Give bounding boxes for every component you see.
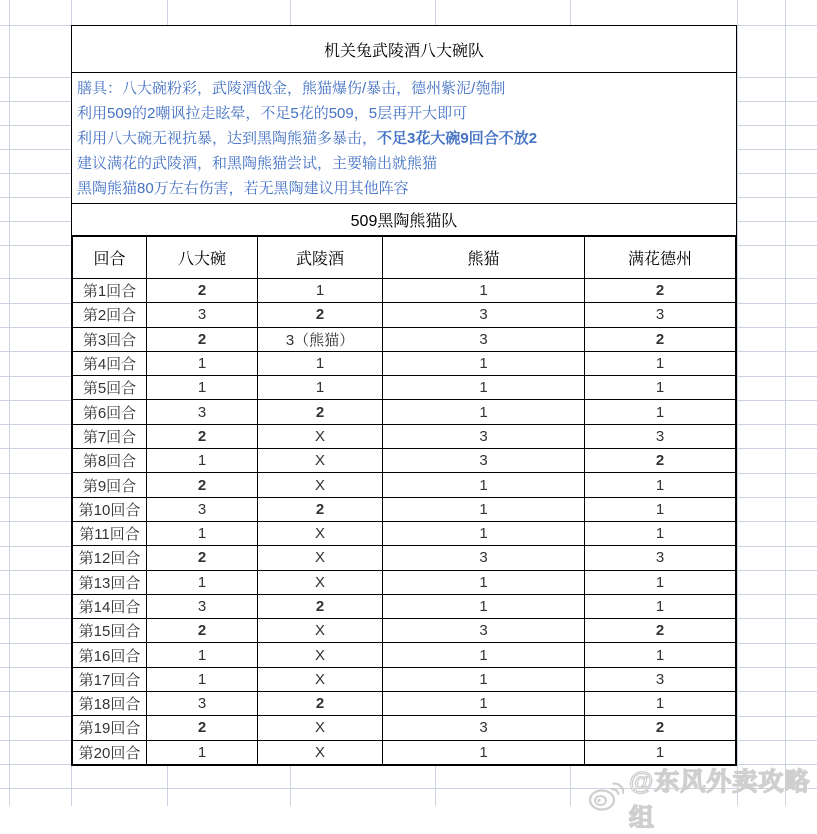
value-cell[interactable]: X xyxy=(258,716,383,740)
value-cell[interactable]: 1 xyxy=(585,376,736,400)
column-header-2[interactable]: 武陵酒 xyxy=(258,237,383,279)
note-line[interactable]: 膳具：八大碗粉彩，武陵酒戗金，熊猫爆伤/暴击，德州紫泥/匏制 xyxy=(77,80,506,97)
value-cell[interactable]: 2 xyxy=(585,449,736,473)
table-row xyxy=(73,279,736,303)
value-cell[interactable]: 1 xyxy=(585,594,736,618)
value-cell[interactable]: 1 xyxy=(585,570,736,594)
value-cell[interactable]: 2 xyxy=(258,594,383,618)
value-cell[interactable]: 1 xyxy=(383,692,585,716)
value-cell[interactable]: 3 xyxy=(585,303,736,327)
value-cell[interactable]: 2 xyxy=(147,716,258,740)
value-cell[interactable]: 1 xyxy=(585,740,736,764)
rounds-table xyxy=(72,236,736,765)
value-cell[interactable]: 2 xyxy=(147,546,258,570)
table-row xyxy=(73,376,736,400)
watermark xyxy=(588,762,817,834)
column-header-4[interactable]: 满花德州 xyxy=(585,237,736,279)
sheet-content xyxy=(71,25,737,766)
value-cell[interactable]: 1 xyxy=(383,376,585,400)
row-label-cell[interactable]: 第6回合 xyxy=(73,400,147,424)
row-label-cell[interactable]: 第19回合 xyxy=(73,716,147,740)
table-header-row xyxy=(73,237,736,279)
value-cell[interactable]: 2 xyxy=(585,279,736,303)
value-cell[interactable]: 3 xyxy=(383,716,585,740)
value-cell[interactable]: 2 xyxy=(258,692,383,716)
row-label-cell[interactable]: 第3回合 xyxy=(73,327,147,351)
value-cell[interactable]: X xyxy=(258,619,383,643)
value-cell[interactable]: 3 xyxy=(383,424,585,448)
table-body xyxy=(73,279,736,765)
value-cell[interactable]: 1 xyxy=(585,521,736,545)
value-cell[interactable]: 1 xyxy=(383,351,585,375)
row-label-cell[interactable]: 第1回合 xyxy=(73,279,147,303)
value-cell[interactable]: 3 xyxy=(585,424,736,448)
value-cell[interactable]: 1 xyxy=(258,279,383,303)
value-cell[interactable]: X xyxy=(258,473,383,497)
value-cell[interactable]: 1 xyxy=(258,351,383,375)
value-cell[interactable]: 3 xyxy=(383,546,585,570)
table-row xyxy=(73,546,736,570)
value-cell[interactable]: 3 xyxy=(147,400,258,424)
value-cell[interactable]: X xyxy=(258,643,383,667)
value-cell[interactable]: 3（熊猫） xyxy=(258,327,383,351)
value-cell[interactable]: 1 xyxy=(585,473,736,497)
row-label-cell[interactable]: 第20回合 xyxy=(73,740,147,764)
watermark-handle: @东风外卖攻略组 xyxy=(629,768,811,832)
value-cell[interactable]: 2 xyxy=(147,473,258,497)
value-cell[interactable]: 1 xyxy=(383,497,585,521)
value-cell[interactable]: 3 xyxy=(147,497,258,521)
value-cell[interactable]: 1 xyxy=(147,643,258,667)
value-cell[interactable]: 3 xyxy=(383,327,585,351)
row-label-cell[interactable]: 第15回合 xyxy=(73,619,147,643)
value-cell[interactable]: 2 xyxy=(258,303,383,327)
row-label-cell[interactable]: 第18回合 xyxy=(73,692,147,716)
value-cell[interactable]: 2 xyxy=(258,400,383,424)
sheet-title-cell[interactable]: 机关兔武陵酒八大碗队 xyxy=(72,26,736,73)
weibo-icon xyxy=(588,780,624,817)
table-row xyxy=(73,667,736,691)
value-cell[interactable]: 3 xyxy=(383,619,585,643)
table-row xyxy=(73,400,736,424)
row-label-cell[interactable]: 第11回合 xyxy=(73,521,147,545)
value-cell[interactable]: X xyxy=(258,449,383,473)
note-line[interactable]: 黑陶熊猫80万左右伤害，若无黑陶建议用其他阵容 xyxy=(77,180,409,197)
value-cell[interactable]: 2 xyxy=(585,327,736,351)
value-cell[interactable]: 3 xyxy=(383,449,585,473)
table-row xyxy=(73,716,736,740)
value-cell[interactable]: 1 xyxy=(147,351,258,375)
value-cell[interactable]: 3 xyxy=(585,546,736,570)
value-cell[interactable]: 1 xyxy=(147,740,258,764)
value-cell[interactable]: 2 xyxy=(585,716,736,740)
notes-cell[interactable] xyxy=(72,73,736,204)
row-label-cell[interactable]: 第2回合 xyxy=(73,303,147,327)
value-cell[interactable]: 1 xyxy=(383,279,585,303)
value-cell[interactable]: 2 xyxy=(147,424,258,448)
value-cell[interactable]: 3 xyxy=(147,594,258,618)
value-cell[interactable]: 1 xyxy=(258,376,383,400)
value-cell[interactable]: 2 xyxy=(585,619,736,643)
row-label-cell[interactable]: 第8回合 xyxy=(73,449,147,473)
value-cell[interactable]: 1 xyxy=(585,643,736,667)
table-row xyxy=(73,692,736,716)
note-line[interactable]: 建议满花的武陵酒，和黑陶熊猫尝试，主要输出就熊猫 xyxy=(77,155,438,172)
table-row xyxy=(73,521,736,545)
table-row xyxy=(73,449,736,473)
row-label-cell[interactable]: 第12回合 xyxy=(73,546,147,570)
table-row xyxy=(73,424,736,448)
row-label-cell[interactable]: 第13回合 xyxy=(73,570,147,594)
row-label-cell[interactable]: 第4回合 xyxy=(73,351,147,375)
note-line-bold-part: 不足3花大碗9回合不放2 xyxy=(377,130,538,147)
value-cell[interactable]: 3 xyxy=(147,303,258,327)
value-cell[interactable]: X xyxy=(258,546,383,570)
value-cell[interactable]: 1 xyxy=(585,351,736,375)
value-cell[interactable]: 2 xyxy=(147,279,258,303)
table-row xyxy=(73,327,736,351)
column-header-1[interactable]: 八大碗 xyxy=(147,237,258,279)
row-label-cell[interactable]: 第16回合 xyxy=(73,643,147,667)
value-cell[interactable]: 2 xyxy=(147,619,258,643)
value-cell[interactable]: X xyxy=(258,740,383,764)
value-cell[interactable]: 1 xyxy=(147,667,258,691)
table-row xyxy=(73,594,736,618)
value-cell[interactable]: 1 xyxy=(147,449,258,473)
value-cell[interactable]: 3 xyxy=(147,692,258,716)
table-row xyxy=(73,570,736,594)
value-cell[interactable]: 1 xyxy=(383,740,585,764)
value-cell[interactable]: 3 xyxy=(585,667,736,691)
table-row xyxy=(73,619,736,643)
row-label-cell[interactable]: 第9回合 xyxy=(73,473,147,497)
value-cell[interactable]: 1 xyxy=(147,570,258,594)
value-cell[interactable]: 1 xyxy=(147,376,258,400)
value-cell[interactable]: 1 xyxy=(383,643,585,667)
row-label-cell[interactable]: 第14回合 xyxy=(73,594,147,618)
value-cell[interactable]: 1 xyxy=(383,521,585,545)
value-cell[interactable]: X xyxy=(258,521,383,545)
value-cell[interactable]: X xyxy=(258,667,383,691)
column-header-3[interactable]: 熊猫 xyxy=(383,237,585,279)
note-line[interactable]: 利用八大碗无视抗暴，达到黑陶熊猫多暴击，不足3花大碗9回合不放2 xyxy=(77,130,538,147)
value-cell[interactable]: 2 xyxy=(258,497,383,521)
value-cell[interactable]: 3 xyxy=(383,303,585,327)
value-cell[interactable]: 1 xyxy=(383,570,585,594)
value-cell[interactable]: 1 xyxy=(585,692,736,716)
table-row xyxy=(73,303,736,327)
row-label-cell[interactable]: 第7回合 xyxy=(73,424,147,448)
value-cell[interactable]: 1 xyxy=(147,521,258,545)
value-cell[interactable]: 1 xyxy=(383,400,585,424)
value-cell[interactable]: X xyxy=(258,570,383,594)
value-cell[interactable]: 1 xyxy=(383,667,585,691)
table-row xyxy=(73,740,736,764)
table-row xyxy=(73,497,736,521)
value-cell[interactable]: 1 xyxy=(383,594,585,618)
table-row xyxy=(73,473,736,497)
value-cell[interactable]: 2 xyxy=(147,327,258,351)
value-cell[interactable]: 1 xyxy=(585,497,736,521)
sheet-subtitle-cell[interactable]: 509黑陶熊猫队 xyxy=(72,204,736,236)
value-cell[interactable]: 1 xyxy=(585,400,736,424)
table-row xyxy=(73,643,736,667)
value-cell[interactable]: 1 xyxy=(383,473,585,497)
value-cell[interactable]: X xyxy=(258,424,383,448)
row-label-cell[interactable]: 第10回合 xyxy=(73,497,147,521)
row-label-cell[interactable]: 第5回合 xyxy=(73,376,147,400)
note-line[interactable]: 利用509的2嘲讽拉走眩晕，不足5花的509，5层再开大即可 xyxy=(77,105,468,122)
row-label-cell[interactable]: 第17回合 xyxy=(73,667,147,691)
table-row xyxy=(73,351,736,375)
column-header-0[interactable]: 回合 xyxy=(73,237,147,279)
